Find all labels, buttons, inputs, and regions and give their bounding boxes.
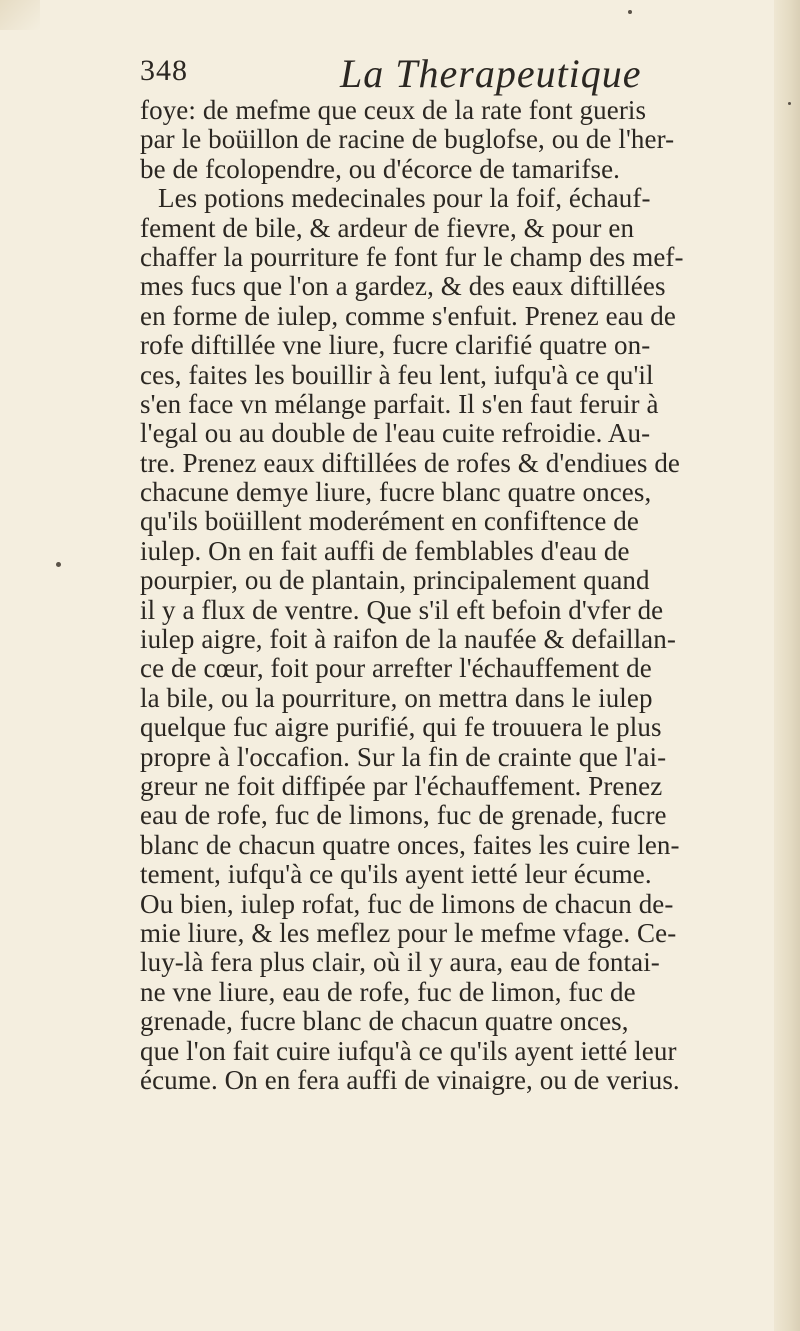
ink-speck <box>628 10 632 14</box>
page-header <box>140 51 700 98</box>
text-line: mie liure, & les meflez pour le mefme vfage. Ce- <box>140 918 677 948</box>
text-line: chaffer la pourriture fe font fur le champ des mef- <box>140 242 684 272</box>
text-line: iulep aigre, foit à raifon de la naufée & defaillan- <box>140 625 676 655</box>
text-line: écume. On en fera auffi de vinaigre, ou de verius. <box>140 1065 680 1095</box>
text-line: iulep. On en fait auffi de femblables d'eau de <box>140 536 630 566</box>
running-title: La Therapeutique <box>340 51 642 96</box>
text-line: qu'ils boüillent moderément en confiftence de <box>140 507 639 537</box>
text-line: eau de rofe, fuc de limons, fuc de grenade, fucre <box>140 801 667 831</box>
text-line: greur ne foit diffipée par l'échauffement. Prenez <box>140 771 663 801</box>
text-line: tre. Prenez eaux diftillées de rofes & d'endiues de <box>140 448 681 478</box>
page-number: 348 <box>140 54 188 87</box>
ink-speck <box>788 102 791 105</box>
text-line: l'egal ou au double de l'eau cuite refroidie. Au- <box>140 419 651 449</box>
text-line: mes fucs que l'on a gardez, & des eaux diftillées <box>140 272 666 302</box>
text-line: Les potions medecinales pour la foif, échauf- <box>158 184 651 214</box>
text-line: la bile, ou la pourriture, on mettra dans le iulep <box>140 683 653 713</box>
ink-speck <box>56 562 61 567</box>
text-line: pourpier, ou de plantain, principalement quand <box>140 566 650 596</box>
text-line: be de fcolopendre, ou d'écorce de tamarifse. <box>140 154 621 184</box>
text-line: ces, faites les bouillir à feu lent, iufqu'à ce qu'il <box>140 360 654 390</box>
text-line: quelque fuc aigre purifié, qui fe trouuera le plus <box>140 713 662 743</box>
text-line: propre à l'occafion. Sur la fin de crainte que l'ai- <box>140 742 667 772</box>
text-line: il y a flux de ventre. Que s'il eft befoin d'vfer de <box>140 595 664 625</box>
text-line: blanc de chacun quatre onces, faites les cuire len- <box>140 830 680 860</box>
body-text <box>140 96 780 1095</box>
text-line: grenade, fucre blanc de chacun quatre onces, <box>140 1007 629 1037</box>
text-line: que l'on fait cuire iufqu'à ce qu'ils ayent ietté leur <box>140 1036 677 1066</box>
text-line: ce de cœur, foit pour arrefter l'échauffement de <box>140 654 652 684</box>
text-line: chacune demye liure, fucre blanc quatre onces, <box>140 478 652 508</box>
text-line: fement de bile, & ardeur de fievre, & pour en <box>140 213 635 243</box>
text-line: ne vne liure, eau de rofe, fuc de limon, fuc de <box>140 977 636 1007</box>
text-line: Ou bien, iulep rofat, fuc de limons de chacun de- <box>140 889 674 919</box>
text-line: luy-là fera plus clair, où il y aura, eau de fontai- <box>140 948 660 978</box>
text-line: rofe diftillée vne liure, fucre clarifié quatre on- <box>140 331 651 361</box>
text-line: en forme de iulep, comme s'enfuit. Prenez eau de <box>140 301 676 331</box>
page-corner-shadow <box>0 0 40 30</box>
text-line: par le boüillon de racine de buglofse, ou de l'her- <box>140 125 675 155</box>
text-line: tement, iufqu'à ce qu'ils ayent ietté leur écume. <box>140 860 652 890</box>
text-line: s'en face vn mélange parfait. Il s'en faut feruir à <box>140 389 659 419</box>
text-line: foye: de mefme que ceux de la rate font gueris <box>140 96 647 125</box>
